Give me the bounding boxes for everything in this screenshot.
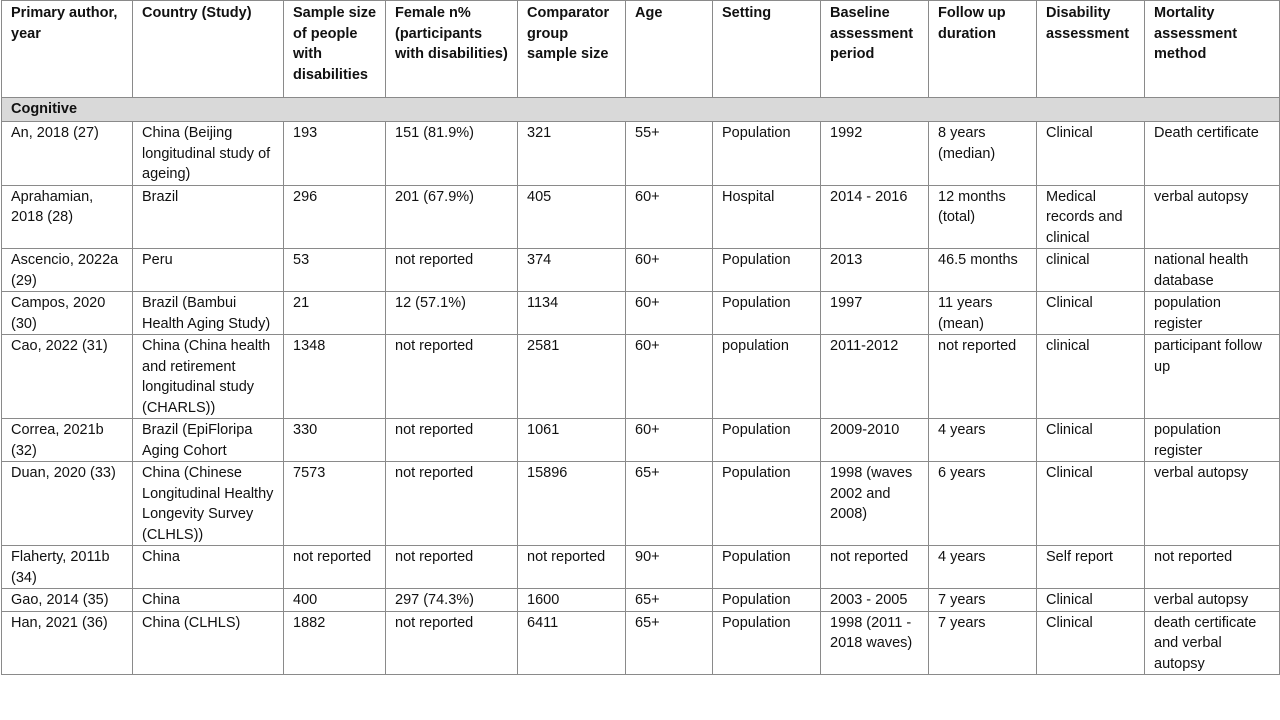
table-cell: participant follow up (1145, 335, 1280, 419)
table-cell: 1998 (waves 2002 and 2008) (821, 462, 929, 546)
table-cell: 1992 (821, 122, 929, 186)
table-cell: not reported (386, 462, 518, 546)
table-cell: 1882 (284, 611, 386, 675)
table-cell: Brazil (Bambui Health Aging Study) (133, 292, 284, 335)
table-cell: Correa, 2021b (32) (2, 419, 133, 462)
table-cell: Population (713, 122, 821, 186)
table-row (2, 546, 1280, 589)
table-cell: 15896 (518, 462, 626, 546)
table-cell: 60+ (626, 335, 713, 419)
table-cell: not reported (284, 546, 386, 589)
table-cell: 201 (67.9%) (386, 185, 518, 249)
table-cell: 321 (518, 122, 626, 186)
table-cell: Peru (133, 249, 284, 292)
table-cell: Population (713, 611, 821, 675)
table-cell: Flaherty, 2011b (34) (2, 546, 133, 589)
table-cell: not reported (386, 335, 518, 419)
table-cell: 1600 (518, 589, 626, 612)
table-cell: 151 (81.9%) (386, 122, 518, 186)
table-cell: Clinical (1037, 122, 1145, 186)
table-cell: national health database (1145, 249, 1280, 292)
table-cell: An, 2018 (27) (2, 122, 133, 186)
table-cell: Ascencio, 2022a (29) (2, 249, 133, 292)
table-cell: 65+ (626, 462, 713, 546)
table-cell: not reported (386, 611, 518, 675)
table-cell: 2013 (821, 249, 929, 292)
table-cell: 400 (284, 589, 386, 612)
table-cell: 405 (518, 185, 626, 249)
table-cell: 1134 (518, 292, 626, 335)
table-cell: 53 (284, 249, 386, 292)
col-header-female: Female n% (participants with disabilities) (386, 1, 518, 98)
table-cell: Duan, 2020 (33) (2, 462, 133, 546)
col-header-comparator: Comparator group sample size (518, 1, 626, 98)
table-row (2, 419, 1280, 462)
table-cell: 60+ (626, 419, 713, 462)
table-row (2, 589, 1280, 612)
table-cell: China (Chinese Longitudinal Healthy Longevity Survey (CLHLS)) (133, 462, 284, 546)
table-cell: population (713, 335, 821, 419)
table-row (2, 292, 1280, 335)
table-cell: Han, 2021 (36) (2, 611, 133, 675)
table-cell: not reported (821, 546, 929, 589)
table-cell: Clinical (1037, 419, 1145, 462)
table-cell: Population (713, 419, 821, 462)
table-cell: 7573 (284, 462, 386, 546)
table-cell: 65+ (626, 589, 713, 612)
table-cell: 55+ (626, 122, 713, 186)
table-cell: 2009-2010 (821, 419, 929, 462)
table-cell: 296 (284, 185, 386, 249)
table-cell: clinical (1037, 335, 1145, 419)
col-header-setting: Setting (713, 1, 821, 98)
section-label: Cognitive (11, 101, 78, 117)
table-cell: not reported (1145, 546, 1280, 589)
table-cell: China (CLHLS) (133, 611, 284, 675)
table-cell: 4 years (929, 546, 1037, 589)
table-cell: 6411 (518, 611, 626, 675)
table-cell: Population (713, 589, 821, 612)
table-cell: not reported (929, 335, 1037, 419)
studies-table (1, 0, 1280, 675)
col-header-follow-up: Follow up duration (929, 1, 1037, 98)
table-cell: Campos, 2020 (30) (2, 292, 133, 335)
table-cell: Clinical (1037, 611, 1145, 675)
table-cell: Self report (1037, 546, 1145, 589)
table-cell: Aprahamian, 2018 (28) (2, 185, 133, 249)
section-cell (2, 98, 1280, 122)
col-header-disability-assessment: Disability assessment (1037, 1, 1145, 98)
table-cell: verbal autopsy (1145, 589, 1280, 612)
table-cell: not reported (386, 249, 518, 292)
table-row (2, 335, 1280, 419)
table-cell: 60+ (626, 292, 713, 335)
table-row (2, 122, 1280, 186)
col-header-mortality-method: Mortality assessment method (1145, 1, 1280, 98)
table-cell: Brazil (133, 185, 284, 249)
table-cell: 2014 - 2016 (821, 185, 929, 249)
table-cell: Gao, 2014 (35) (2, 589, 133, 612)
table-cell: 2003 - 2005 (821, 589, 929, 612)
table-cell: 1348 (284, 335, 386, 419)
table-cell: 12 (57.1%) (386, 292, 518, 335)
table-cell: 7 years (929, 611, 1037, 675)
col-header-baseline: Baseline assessment period (821, 1, 929, 98)
table-cell: 60+ (626, 249, 713, 292)
table-cell: 2011-2012 (821, 335, 929, 419)
table-cell: not reported (386, 419, 518, 462)
table-cell: 193 (284, 122, 386, 186)
table-cell: not reported (518, 546, 626, 589)
table-cell: Population (713, 292, 821, 335)
table-cell: Population (713, 546, 821, 589)
header-row (2, 1, 1280, 98)
table-cell: Brazil (EpiFloripa Aging Cohort (133, 419, 284, 462)
table-cell: 4 years (929, 419, 1037, 462)
table-cell: 1061 (518, 419, 626, 462)
table-cell: Population (713, 249, 821, 292)
table-row (2, 249, 1280, 292)
table-cell: 2581 (518, 335, 626, 419)
table-cell: Population (713, 462, 821, 546)
table-cell: 46.5 months (929, 249, 1037, 292)
table-cell: China (Beijing longitudinal study of ageing) (133, 122, 284, 186)
table-cell: verbal autopsy (1145, 462, 1280, 546)
table-cell: 90+ (626, 546, 713, 589)
table-cell: 1998 (2011 - 2018 waves) (821, 611, 929, 675)
table-cell: 11 years (mean) (929, 292, 1037, 335)
table-cell: population register (1145, 292, 1280, 335)
table-row (2, 185, 1280, 249)
table-cell: Clinical (1037, 462, 1145, 546)
table-cell: 21 (284, 292, 386, 335)
table-cell: China (China health and retirement longitudinal study (CHARLS)) (133, 335, 284, 419)
table-cell: 7 years (929, 589, 1037, 612)
table-cell: 374 (518, 249, 626, 292)
table-row (2, 462, 1280, 546)
col-header-age: Age (626, 1, 713, 98)
section-row (2, 98, 1280, 122)
table-cell: Cao, 2022 (31) (2, 335, 133, 419)
table-cell: Clinical (1037, 292, 1145, 335)
table-cell: 12 months (total) (929, 185, 1037, 249)
table-cell: 297 (74.3%) (386, 589, 518, 612)
col-header-sample-size: Sample size of people with disabilities (284, 1, 386, 98)
table-cell: verbal autopsy (1145, 185, 1280, 249)
col-header-country: Country (Study) (133, 1, 284, 98)
table-cell: population register (1145, 419, 1280, 462)
table-cell: 60+ (626, 185, 713, 249)
table-cell: 65+ (626, 611, 713, 675)
table-cell: clinical (1037, 249, 1145, 292)
table-cell: 1997 (821, 292, 929, 335)
table-cell: death certificate and verbal autopsy (1145, 611, 1280, 675)
col-header-author: Primary author, year (2, 1, 133, 98)
table-cell: 6 years (929, 462, 1037, 546)
table-cell: Hospital (713, 185, 821, 249)
table-cell: Death certificate (1145, 122, 1280, 186)
table-row (2, 611, 1280, 675)
table-cell: China (133, 589, 284, 612)
table-cell: China (133, 546, 284, 589)
table-cell: Medical records and clinical (1037, 185, 1145, 249)
table-cell: 330 (284, 419, 386, 462)
table-cell: 8 years (median) (929, 122, 1037, 186)
table-cell: Clinical (1037, 589, 1145, 612)
table-cell: not reported (386, 546, 518, 589)
